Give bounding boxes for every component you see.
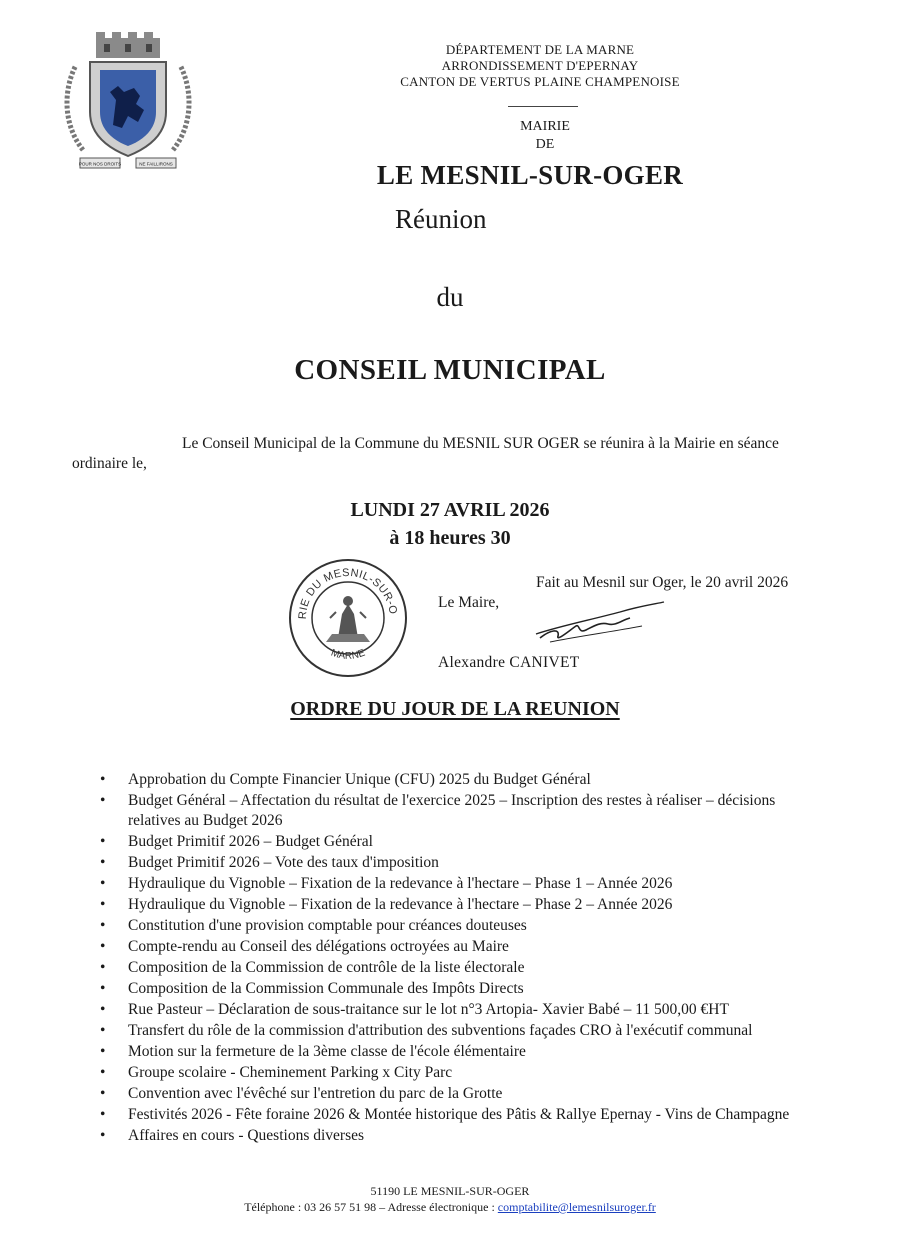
coat-of-arms xyxy=(58,30,198,180)
svg-text:MAIRIE DU MESNIL-SUR-OGER xyxy=(286,556,399,620)
reunion-heading: Réunion xyxy=(395,204,487,234)
footer-contact xyxy=(150,1200,750,1215)
arrondissement-line: ARRONDISSEMENT D'EPERNAY xyxy=(441,58,639,73)
list-item xyxy=(100,958,830,978)
agenda-item-text: Affaires en cours - Questions diverses xyxy=(128,1127,365,1144)
bullet: • xyxy=(100,1022,106,1039)
email-link[interactable]: comptabilite@lemesnilsuroger.fr xyxy=(497,1200,656,1214)
municipal-seal xyxy=(286,556,410,680)
agenda-item-text: Budget Primitif 2026 – Vote des taux d'imposition xyxy=(128,854,439,871)
bullet: • xyxy=(100,959,106,976)
department-header xyxy=(300,42,780,90)
list-item xyxy=(100,770,830,790)
bullet: • xyxy=(100,980,106,997)
footer-phone: Téléphone : 03 26 57 51 98 – Adresse électronique : xyxy=(244,1200,498,1214)
agenda-item-text: Hydraulique du Vignoble – Fixation de la redevance à l'hectare – Phase 1 – Année 2026 xyxy=(128,875,673,892)
council-heading: CONSEIL MUNICIPAL xyxy=(294,354,606,386)
agenda-list xyxy=(100,770,830,1147)
bullet: • xyxy=(100,771,106,788)
du-heading: du xyxy=(436,282,464,312)
bullet: • xyxy=(100,1085,106,1102)
seal-top-text: RIE DU MESNIL-SUR-O xyxy=(296,566,399,620)
list-item xyxy=(100,832,830,852)
agenda-item-text: Transfert du rôle de la commission d'attribution des subventions façades CRO à l'exécutif communal xyxy=(128,1022,753,1039)
town-name: LE MESNIL-SUR-OGER xyxy=(376,160,684,190)
meeting-datetime xyxy=(300,496,600,552)
meeting-date: LUNDI 27 AVRIL 2026 xyxy=(350,499,550,521)
agenda-item-text: Compte-rendu au Conseil des délégations octroyées au Maire xyxy=(128,938,509,955)
le-maire-label: Le Maire, xyxy=(438,594,500,611)
header-divider xyxy=(508,106,578,107)
mayor-name: Alexandre CANIVET xyxy=(438,654,580,671)
agenda-item-text: Convention avec l'évêché sur l'entretion du parc de la Grotte xyxy=(128,1085,503,1102)
bullet: • xyxy=(100,1127,106,1144)
bullet: • xyxy=(100,833,106,850)
list-item xyxy=(100,874,830,894)
svg-text:MARNE xyxy=(329,647,367,661)
list-item xyxy=(100,916,830,936)
list-item xyxy=(100,1063,830,1083)
seal-bottom-text: MARNE xyxy=(329,647,367,662)
agenda-item-text: Festivités 2026 - Fête foraine 2026 & Montée historique des Pâtis & Rallye Epernay - Vins de Champagne xyxy=(128,1106,790,1123)
bullet: • xyxy=(100,1043,106,1060)
agenda-item-text: Constitution d'une provision comptable pour créances douteuses xyxy=(128,917,527,934)
agenda-item-text: Budget Général – Affectation du résultat de l'exercice 2025 – Inscription des restes à réaliser – décisions relatives au Budget 2026 xyxy=(128,792,776,829)
list-item xyxy=(100,1042,830,1062)
list-item xyxy=(100,1000,830,1020)
bullet: • xyxy=(100,1001,106,1018)
bullet: • xyxy=(100,1064,106,1081)
list-item xyxy=(100,1084,830,1104)
bullet: • xyxy=(100,896,106,913)
bullet: • xyxy=(100,875,106,892)
de-text: DE xyxy=(535,137,555,152)
agenda-item-text: Rue Pasteur – Déclaration de sous-traitance sur le lot n°3 Artopia- Xavier Babé – 11 500,00 €HT xyxy=(128,1001,729,1018)
agenda-item-text: Hydraulique du Vignoble – Fixation de la redevance à l'hectare – Phase 2 – Année 2026 xyxy=(128,896,673,913)
list-item xyxy=(100,1126,830,1146)
intro-paragraph xyxy=(72,434,832,474)
list-item xyxy=(100,1021,830,1041)
agenda-title: ORDRE DU JOUR DE LA REUNION xyxy=(290,698,620,720)
signature xyxy=(530,596,670,646)
motto-left: POUR NOS DROITS xyxy=(78,161,122,167)
list-item xyxy=(100,937,830,957)
fait-au-line: Fait au Mesnil sur Oger, le 20 avril 2026 xyxy=(536,574,789,591)
motto-right: NE FAILLIRONS xyxy=(139,161,173,167)
mairie-label xyxy=(500,118,590,154)
agenda-item-text: Groupe scolaire - Cheminement Parking x City Parc xyxy=(128,1064,453,1081)
agenda-item-text: Budget Primitif 2026 – Budget Général xyxy=(128,833,373,850)
list-item xyxy=(100,979,830,999)
bullet: • xyxy=(100,917,106,934)
list-item xyxy=(100,895,830,915)
bullet: • xyxy=(100,1106,106,1123)
canton-line: CANTON DE VERTUS PLAINE CHAMPENOISE xyxy=(400,74,680,89)
agenda-item-text: Approbation du Compte Financier Unique (CFU) 2025 du Budget Général xyxy=(128,771,591,788)
agenda-item-text: Motion sur la fermeture de la 3ème classe de l'école élémentaire xyxy=(128,1043,526,1060)
list-item xyxy=(100,853,830,873)
list-item xyxy=(100,791,830,831)
bullet: • xyxy=(100,938,106,955)
intro-text: Le Conseil Municipal de la Commune du MESNIL SUR OGER se réunira à la Mairie en séance ordinaire le, xyxy=(72,435,779,472)
department-line: DÉPARTEMENT DE LA MARNE xyxy=(445,42,635,57)
meeting-time: à 18 heures 30 xyxy=(389,527,511,549)
bullet: • xyxy=(100,854,106,871)
mairie-text: MAIRIE xyxy=(520,119,570,134)
agenda-item-text: Composition de la Commission de contrôle de la liste électorale xyxy=(128,959,525,976)
footer-address: 51190 LE MESNIL-SUR-OGER xyxy=(370,1184,530,1198)
list-item xyxy=(100,1105,830,1125)
agenda-item-text: Composition de la Commission Communale des Impôts Directs xyxy=(128,980,524,997)
bullet: • xyxy=(100,792,106,809)
